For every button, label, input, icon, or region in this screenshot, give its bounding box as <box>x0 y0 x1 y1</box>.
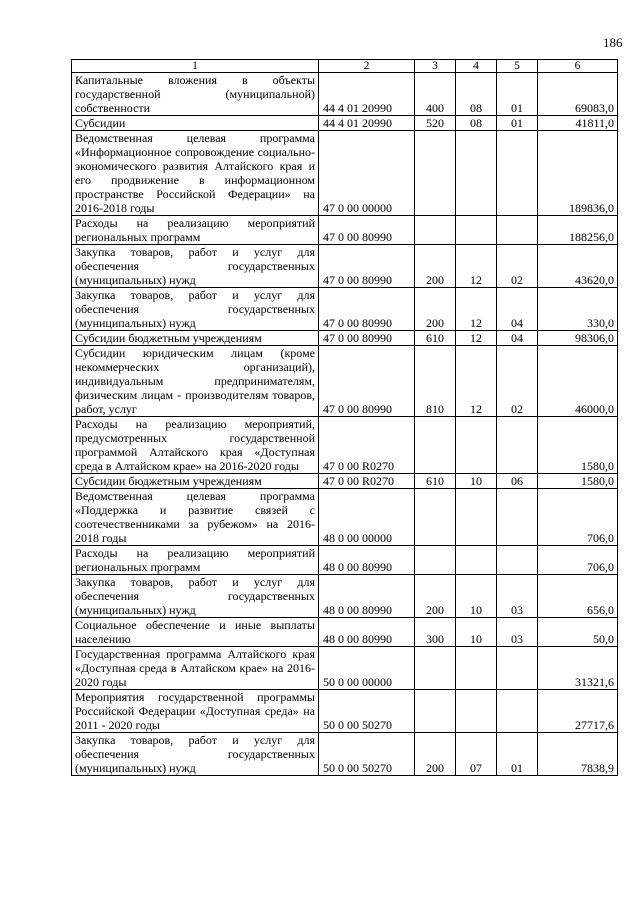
amount-cell: 189836,0 <box>538 131 618 216</box>
expense-type-cell: 400 <box>415 73 456 116</box>
subsection-cell <box>497 489 538 546</box>
expense-type-cell: 200 <box>415 575 456 618</box>
section-cell <box>456 489 497 546</box>
expense-name-cell: Субсидии юридическим лицам (кроме некоммерческих организаций), индивидуальным предпринимателям, физическим лицам - производителям товаров, работ, услуг <box>72 346 319 417</box>
subsection-cell <box>497 690 538 733</box>
section-cell: 07 <box>456 733 497 776</box>
section-cell: 08 <box>456 73 497 116</box>
amount-cell: 43620,0 <box>538 245 618 288</box>
expense-name-cell: Расходы на реализацию мероприятий, предусмотренных государственной программой Алтайского края «Доступная среда в Алтайском крае» на 2016-2020 годы <box>72 417 319 474</box>
expense-type-cell <box>415 131 456 216</box>
target-article-cell: 47 0 00 80990 <box>319 216 415 245</box>
subsection-cell <box>497 546 538 575</box>
target-article-cell: 50 0 00 00000 <box>319 647 415 690</box>
expense-name-cell: Субсидии бюджетным учреждениям <box>72 474 319 489</box>
table-row <box>72 331 618 346</box>
subsection-cell <box>497 131 538 216</box>
target-article-cell: 47 0 00 80990 <box>319 346 415 417</box>
expense-type-cell: 200 <box>415 245 456 288</box>
table-header-row <box>72 60 618 73</box>
amount-cell: 27717,6 <box>538 690 618 733</box>
expense-type-cell <box>415 546 456 575</box>
section-cell <box>456 647 497 690</box>
expense-type-cell: 610 <box>415 474 456 489</box>
table-row <box>72 116 618 131</box>
amount-cell: 188256,0 <box>538 216 618 245</box>
amount-cell: 1580,0 <box>538 474 618 489</box>
expense-name-cell: Капитальные вложения в объекты государственной (муниципальной) собственности <box>72 73 319 116</box>
subsection-cell: 02 <box>497 245 538 288</box>
amount-cell: 31321,6 <box>538 647 618 690</box>
amount-cell: 706,0 <box>538 489 618 546</box>
expense-name-cell: Мероприятия государственной программы Российской Федерации «Доступная среда» на 2011 - 2020 годы <box>72 690 319 733</box>
column-header: 1 <box>72 60 319 73</box>
section-cell <box>456 417 497 474</box>
expense-type-cell <box>415 690 456 733</box>
amount-cell: 46000,0 <box>538 346 618 417</box>
table-row <box>72 575 618 618</box>
table-row <box>72 474 618 489</box>
target-article-cell: 44 4 01 20990 <box>319 116 415 131</box>
expense-type-cell <box>415 417 456 474</box>
section-cell <box>456 216 497 245</box>
amount-cell: 7838,9 <box>538 733 618 776</box>
table-row <box>72 346 618 417</box>
expense-name-cell: Расходы на реализацию мероприятий региональных программ <box>72 546 319 575</box>
section-cell <box>456 546 497 575</box>
subsection-cell: 01 <box>497 116 538 131</box>
section-cell: 12 <box>456 288 497 331</box>
expense-type-cell: 520 <box>415 116 456 131</box>
expense-type-cell: 810 <box>415 346 456 417</box>
amount-cell: 706,0 <box>538 546 618 575</box>
target-article-cell: 47 0 00 R0270 <box>319 417 415 474</box>
expense-name-cell: Государственная программа Алтайского края «Доступная среда в Алтайском крае» на 2016-2020 годы <box>72 647 319 690</box>
section-cell: 10 <box>456 618 497 647</box>
page-number: 186 <box>603 35 623 50</box>
target-article-cell: 50 0 00 50270 <box>319 690 415 733</box>
expense-type-cell: 610 <box>415 331 456 346</box>
subsection-cell: 02 <box>497 346 538 417</box>
target-article-cell: 47 0 00 80990 <box>319 331 415 346</box>
expense-type-cell: 200 <box>415 733 456 776</box>
expense-name-cell: Закупка товаров, работ и услуг для обеспечения государственных (муниципальных) нужд <box>72 575 319 618</box>
expense-name-cell: Расходы на реализацию мероприятий региональных программ <box>72 216 319 245</box>
expense-name-cell: Социальное обеспечение и иные выплаты населению <box>72 618 319 647</box>
table-row <box>72 489 618 546</box>
section-cell: 12 <box>456 346 497 417</box>
expense-name-cell: Ведомственная целевая программа «Поддержка и развитие связей с соотечественниками за рубежом» на 2016-2018 годы <box>72 489 319 546</box>
column-header: 6 <box>538 60 618 73</box>
section-cell: 10 <box>456 474 497 489</box>
expense-name-cell: Закупка товаров, работ и услуг для обеспечения государственных (муниципальных) нужд <box>72 245 319 288</box>
section-cell: 12 <box>456 331 497 346</box>
expense-name-cell: Субсидии <box>72 116 319 131</box>
subsection-cell <box>497 647 538 690</box>
target-article-cell: 48 0 00 80990 <box>319 575 415 618</box>
table-row <box>72 417 618 474</box>
amount-cell: 656,0 <box>538 575 618 618</box>
target-article-cell: 44 4 01 20990 <box>319 73 415 116</box>
subsection-cell: 01 <box>497 733 538 776</box>
table-row <box>72 618 618 647</box>
expense-name-cell: Ведомственная целевая программа «Информационное сопровождение социально-экономического развития Алтайского края и его продвижение в информационном пространстве Российской Федерации» на 2016-2018 годы <box>72 131 319 216</box>
table-row <box>72 245 618 288</box>
section-cell: 08 <box>456 116 497 131</box>
table-row <box>72 288 618 331</box>
target-article-cell: 48 0 00 80990 <box>319 618 415 647</box>
table-row <box>72 216 618 245</box>
target-article-cell: 47 0 00 80990 <box>319 245 415 288</box>
target-article-cell: 50 0 00 50270 <box>319 733 415 776</box>
subsection-cell: 03 <box>497 618 538 647</box>
table-row <box>72 733 618 776</box>
target-article-cell: 47 0 00 80990 <box>319 288 415 331</box>
section-cell <box>456 131 497 216</box>
expense-type-cell <box>415 216 456 245</box>
expense-type-cell <box>415 489 456 546</box>
expense-name-cell: Закупка товаров, работ и услуг для обеспечения государственных (муниципальных) нужд <box>72 288 319 331</box>
amount-cell: 50,0 <box>538 618 618 647</box>
column-header: 5 <box>497 60 538 73</box>
subsection-cell: 01 <box>497 73 538 116</box>
amount-cell: 69083,0 <box>538 73 618 116</box>
subsection-cell <box>497 216 538 245</box>
expense-type-cell: 200 <box>415 288 456 331</box>
section-cell <box>456 690 497 733</box>
column-header: 4 <box>456 60 497 73</box>
expense-name-cell: Субсидии бюджетным учреждениям <box>72 331 319 346</box>
table-row <box>72 131 618 216</box>
table-row <box>72 647 618 690</box>
target-article-cell: 48 0 00 80990 <box>319 546 415 575</box>
column-header: 3 <box>415 60 456 73</box>
expense-name-cell: Закупка товаров, работ и услуг для обеспечения государственных (муниципальных) нужд <box>72 733 319 776</box>
amount-cell: 330,0 <box>538 288 618 331</box>
subsection-cell: 06 <box>497 474 538 489</box>
subsection-cell: 04 <box>497 288 538 331</box>
table-row <box>72 546 618 575</box>
expense-type-cell: 300 <box>415 618 456 647</box>
column-header: 2 <box>319 60 415 73</box>
section-cell: 12 <box>456 245 497 288</box>
target-article-cell: 47 0 00 00000 <box>319 131 415 216</box>
section-cell: 10 <box>456 575 497 618</box>
amount-cell: 41811,0 <box>538 116 618 131</box>
target-article-cell: 48 0 00 00000 <box>319 489 415 546</box>
subsection-cell: 03 <box>497 575 538 618</box>
subsection-cell: 04 <box>497 331 538 346</box>
target-article-cell: 47 0 00 R0270 <box>319 474 415 489</box>
subsection-cell <box>497 417 538 474</box>
table-row <box>72 73 618 116</box>
amount-cell: 1580,0 <box>538 417 618 474</box>
budget-table <box>71 59 618 776</box>
table-row <box>72 690 618 733</box>
expense-type-cell <box>415 647 456 690</box>
amount-cell: 98306,0 <box>538 331 618 346</box>
